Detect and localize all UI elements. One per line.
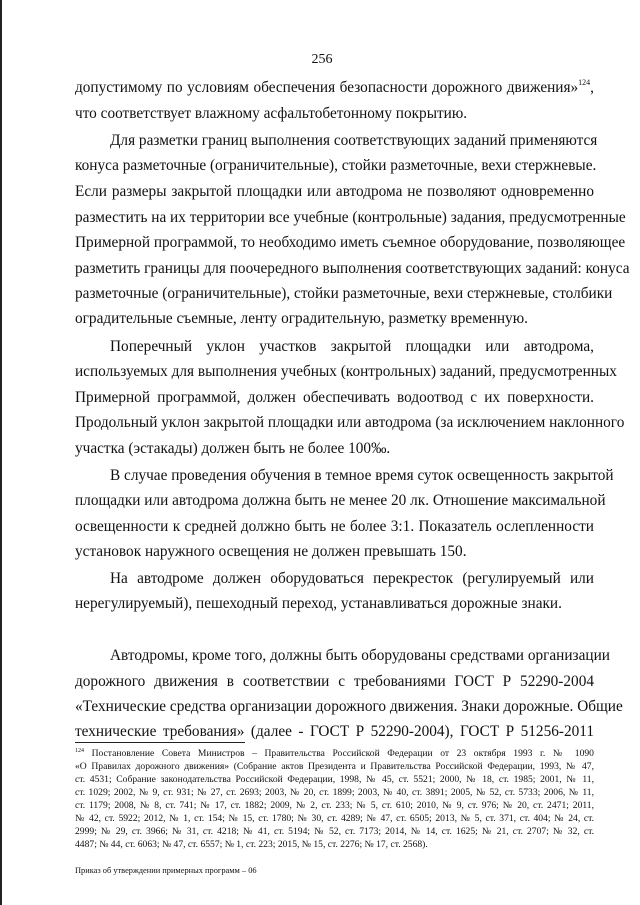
footnote-line: 4487; № 44, ст. 6063; № 47, ст. 6557; № 1, ст. 223; 2015, № 15, ст. 2276; № 17, ст. 2568). [75,839,428,850]
body-line: Продольный уклон закрытой площадки или автодрома (за исключением наклонного [75,414,625,431]
body-line: Примерной программой, то необходимо иметь съемное оборудование, позволяющее [75,234,626,251]
footnote-line [75,748,594,760]
footnote-ref: 124 [578,78,591,87]
body-line: Для разметки границ выполнения соответствующих заданий применяются [110,132,598,149]
body-line: В случае проведения обучения в темное время суток освещенность закрытой [110,467,614,484]
body-line: оградительные съемные, ленту оградительную, разметку временную. [75,310,528,327]
body-line: Если размеры закрытой площадки или автодрома не позволяют одновременно [75,183,594,200]
page-number: 256 [311,52,333,67]
body-line: «Технические средства организации дорожного движения. Знаки дорожные. Общие [75,698,623,715]
body-line: нерегулируемый), пешеходный переход, устанавливаться дорожные знаки. [75,595,562,612]
footnote-line: 2999; № 29, ст. 3966; № 31, ст. 4218; № 41, ст. 5194; № 52, ст. 7173; 2014, № 14, ст. 1625; № 21, ст. 2707; № 32, ст. [75,826,594,837]
body-line: что соответствует влажному асфальтобетонному покрытию. [75,105,468,122]
body-line: разметочные (ограничительные), стойки разметочные, вехи стержневые, столбики [75,285,613,302]
page-footer: Приказ об утверждении примерных программ – 06 [75,866,257,875]
body-line: На автодроме должен оборудоваться перекресток (регулируемый или [110,570,594,587]
body-line: установок наружного освещения не должен превышать 150. [75,543,467,560]
line-text: допустимому по условиям обеспечения безопасности дорожного движения» [75,79,579,96]
body-line: Примерной программой, должен обеспечивать водоотвод с их поверхности. [75,389,594,406]
body-line: технические требования» (далее - ГОСТ Р 52290-2004), ГОСТ Р 51256-2011 [75,723,594,740]
footnote-text: Постановление Совета Министров – Правительства Российской Федерации от 23 октября 1993 г. № 1090 [91,748,594,759]
footnote-line: № 42, ст. 5922; 2012, № 1, ст. 154; № 15, ст. 1780; № 30, ст. 4289; № 47, ст. 6505; 2013, № 5, ст. 371, ст. 404; № 24, ст. [75,813,594,824]
body-line: освещенности к средней должно быть не более 3:1. Показатель ослепленности [75,518,594,535]
body-line: площадки или автодрома должна быть не менее 20 лк. Отношение максимальной [75,492,606,509]
body-line: Автодромы, кроме того, должны быть оборудованы средствами организации [110,647,610,664]
footnote-line: ст. 1029; 2002, № 9, ст. 931; № 27, ст. 2693; 2003, № 20, ст. 1899; 2003, № 40, ст. 3891; 2005, № 52, ст. 5733; 2006, № 11, [75,787,594,798]
body-line: дорожного движения в соответствии с требованиями ГОСТ Р 52290-2004 [75,673,594,690]
body-line: разместить на их территории все учебные (контрольные) задания, предусмотренные [75,209,626,226]
footnote-divider [75,742,245,743]
body-line: участка (эстакады) должен быть не более 100‰. [75,440,391,457]
body-line [75,78,594,98]
body-line: конуса разметочные (ограничительные), стойки разметочные, вехи стержневые. [75,157,597,174]
footnote-line: ст. 1179; 2008, № 8, ст. 741; № 17, ст. 1882; 2009, № 2, ст. 233; № 5, ст. 610; 2010, № 9, ст. 976; № 20, ст. 2471; 2011, [75,800,594,811]
footnote-mark: 124 [75,748,84,754]
footnote-line: «О Правилах дорожного движения» (Собрание актов Президента и Правительства Российской Федерации, 1993, № 47, [75,761,594,772]
footnote-line: ст. 4531; Собрание законодательства Российской Федерации, 1998, № 45, ст. 5521; 2000, № 18, ст. 1985; 2001, № 11, [75,774,594,785]
body-line: используемых для выполнения учебных (контрольных) заданий, предусмотренных [75,363,617,380]
line-tail: , [590,79,594,96]
body-line: разметить границы для поочередного выполнения соответствующих заданий: конуса [75,260,630,277]
body-line: Поперечный уклон участков закрытой площадки или автодрома, [110,338,594,355]
